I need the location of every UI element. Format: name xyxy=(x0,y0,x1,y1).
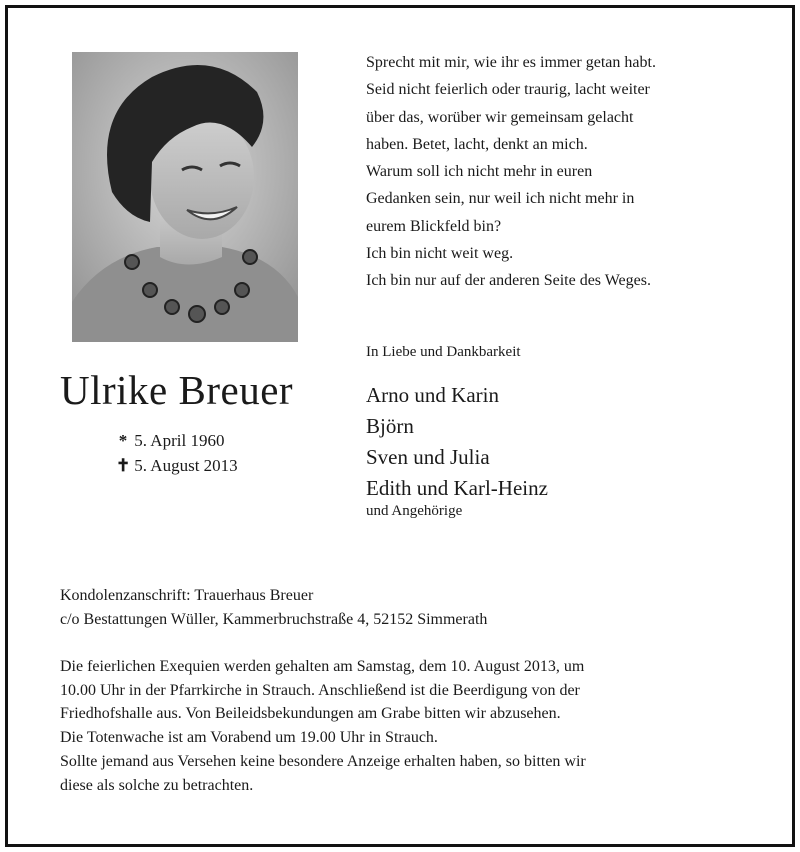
death-date: 5. August 2013 xyxy=(134,456,238,475)
service-line: Sollte jemand aus Versehen keine besondere Anzeige erhalten haben, so bitten wir xyxy=(60,752,586,770)
cross-icon: ✝ xyxy=(116,456,131,475)
service-line: Die Totenwache ist am Vorabend um 19.00 Uhr in Strauch. xyxy=(60,729,438,747)
service-line: Die feierlichen Exequien werden gehalten am Samstag, dem 10. August 2013, um xyxy=(60,658,585,675)
poem-line: Ich bin nur auf der anderen Seite des Weges. xyxy=(366,272,651,290)
poem-line: Sprecht mit mir, wie ihr es immer getan habt. xyxy=(366,54,656,71)
deceased-name: Ulrike Breuer xyxy=(60,367,294,413)
service-line: 10.00 Uhr in der Pfarrkirche in Strauch. Anschließend ist die Beerdigung von der xyxy=(60,681,580,699)
poem-line: Warum soll ich nicht mehr in euren xyxy=(366,163,593,181)
poem-line: Ich bin nicht weit weg. xyxy=(366,245,514,263)
relatives-line: und Angehörige xyxy=(366,503,463,519)
condolence-line: Kondolenzanschrift: Trauerhaus Breuer xyxy=(60,587,314,604)
thanks-line: In Liebe und Dankbarkeit xyxy=(366,344,521,360)
portrait-illustration xyxy=(72,52,298,342)
service-line: Friedhofshalle aus. Von Beileidsbekundungen am Grabe bitten wir abzusehen. xyxy=(60,705,561,723)
service-line: diese als solche zu betrachten. xyxy=(60,776,254,794)
poem-line: eurem Blickfeld bin? xyxy=(366,217,502,235)
poem-line: Seid nicht feierlich oder traurig, lacht weiter xyxy=(366,81,650,99)
birth-date: 5. April 1960 xyxy=(134,431,225,450)
condolence-address xyxy=(60,584,487,632)
poem-line: haben. Betet, lacht, denkt an mich. xyxy=(366,135,588,153)
family-list xyxy=(366,380,548,504)
birth-date-row xyxy=(116,428,238,453)
family-member: Edith und Karl-Heinz xyxy=(366,476,548,500)
condolence-line: c/o Bestattungen Wüller, Kammerbruchstraße 4, 52152 Simmerath xyxy=(60,611,488,628)
death-date-row xyxy=(116,453,238,478)
life-dates xyxy=(116,428,238,478)
poem xyxy=(366,49,766,295)
poem-line: über das, worüber wir gemeinsam gelacht xyxy=(366,108,634,126)
service-info xyxy=(60,655,760,797)
star-icon: * xyxy=(118,431,128,450)
family-member: Arno und Karin xyxy=(366,383,499,407)
poem-line: Gedanken sein, nur weil ich nicht mehr in xyxy=(366,190,635,208)
family-member: Sven und Julia xyxy=(366,445,490,469)
portrait-photo xyxy=(72,52,298,342)
family-member: Björn xyxy=(366,414,414,438)
